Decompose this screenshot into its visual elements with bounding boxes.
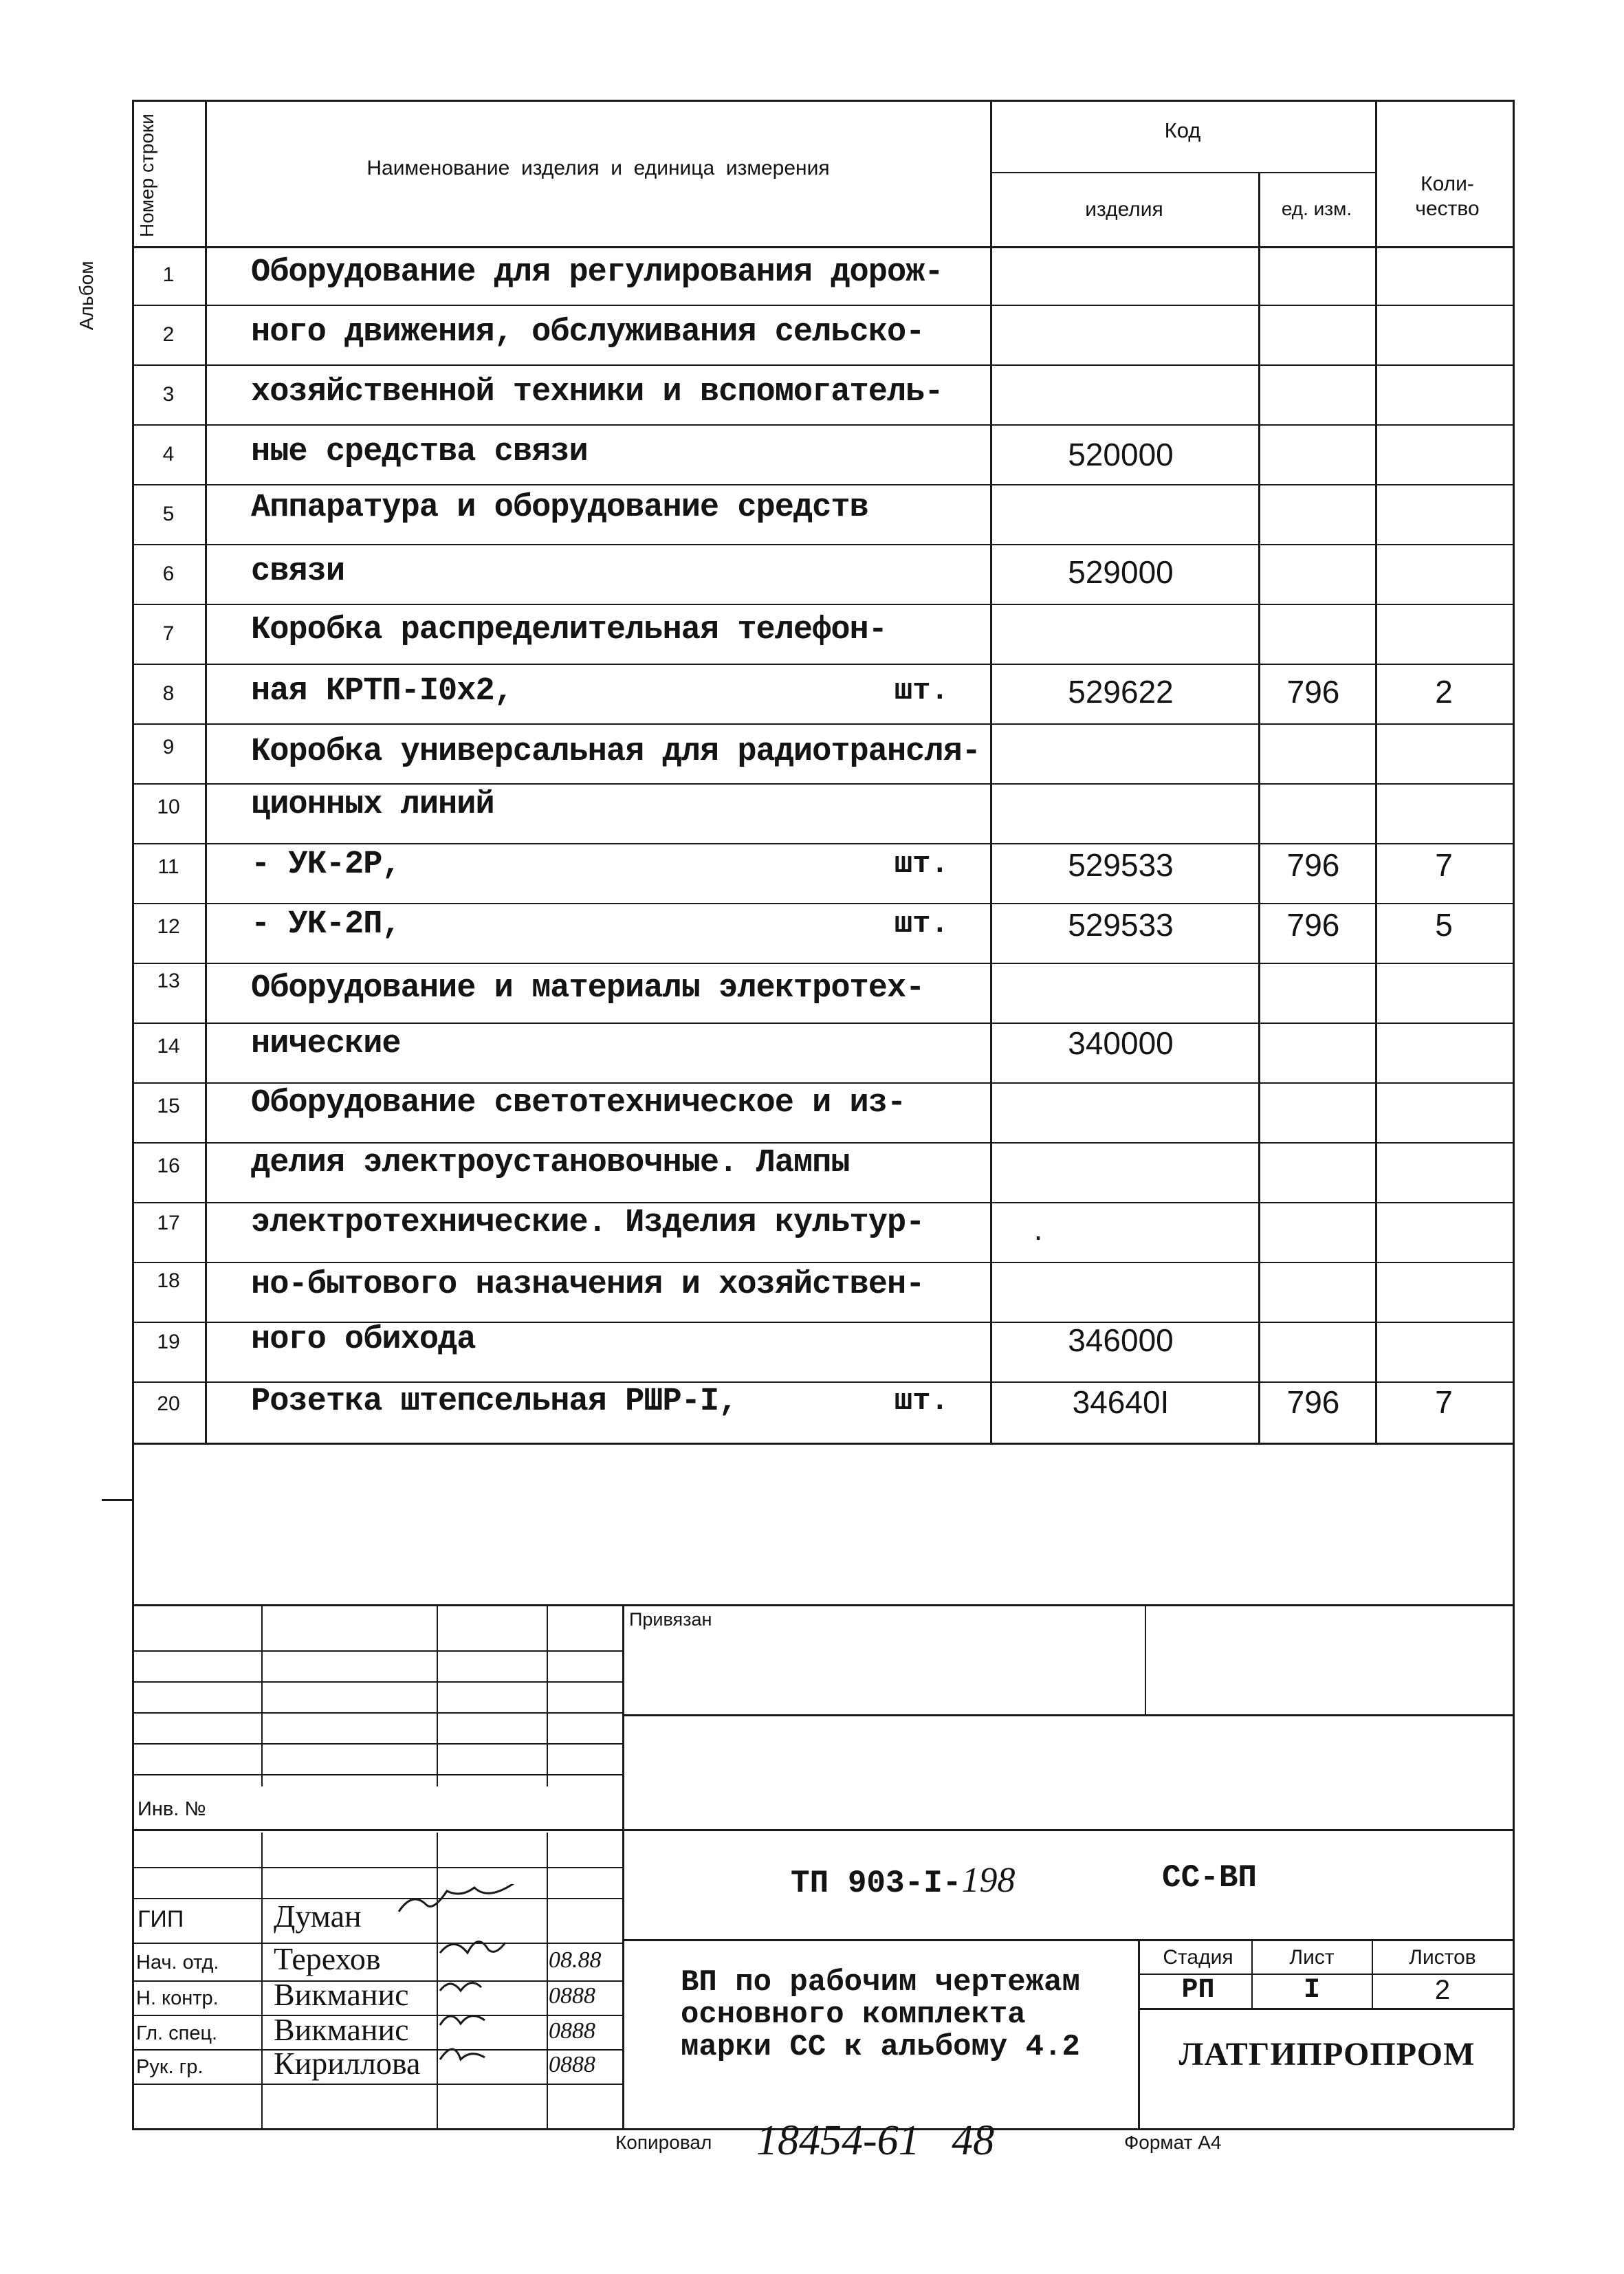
row-number: 10 xyxy=(157,796,180,818)
row-text: ционных линий xyxy=(251,787,494,823)
row-number: 18 xyxy=(157,1269,180,1292)
row-unit: шт. xyxy=(894,1384,949,1419)
row-text: делия электроустановочные. Лампы xyxy=(251,1145,850,1181)
row-text: ного обихода xyxy=(251,1322,476,1358)
row-code: 520000 xyxy=(1068,437,1174,472)
row-number: 20 xyxy=(157,1392,180,1415)
document-title-line-1: ВП по рабочим чертежам xyxy=(681,1965,1080,2000)
row-text: Оборудование для регулирования дорож- xyxy=(251,254,943,291)
role-norm-control: Н. контр. xyxy=(136,1987,219,2009)
signature-norm-control xyxy=(440,1983,481,1991)
header-quantity: Коли- чество xyxy=(1415,173,1480,220)
header-code-item: изделия xyxy=(1085,198,1163,221)
row-number: 13 xyxy=(157,970,180,992)
row-text: ные средства связи xyxy=(251,434,588,470)
row-qty: 7 xyxy=(1435,847,1453,883)
row-text: Коробка универсальная для радиотрансля- xyxy=(251,734,980,770)
row-text: хозяйственной техники и вспомогатель- xyxy=(251,374,943,411)
row-number: 19 xyxy=(157,1331,180,1353)
name-group-lead: Кириллова xyxy=(274,2046,421,2081)
row-text: Коробка распределительная телефон- xyxy=(251,612,887,648)
row-number: 8 xyxy=(162,682,175,705)
signature-chief-spec xyxy=(440,2016,485,2025)
role-head-dept: Нач. отд. xyxy=(136,1952,219,1974)
stage-label: Стадия xyxy=(1163,1946,1233,1969)
bound-label: Привязан xyxy=(629,1609,712,1630)
row-code: 529533 xyxy=(1068,907,1174,943)
sheets-label: Листов xyxy=(1409,1946,1476,1969)
role-chief-spec: Гл. спец. xyxy=(136,2022,218,2044)
document-code xyxy=(791,1860,1015,1901)
row-unit: шт. xyxy=(894,907,949,941)
row-number: 2 xyxy=(162,323,175,346)
name-head-dept: Терехов xyxy=(274,1941,381,1976)
row-text: связи xyxy=(251,554,345,590)
row-qty: 7 xyxy=(1435,1384,1453,1420)
row-code: 346000 xyxy=(1068,1322,1174,1358)
role-gip: ГИП xyxy=(138,1906,184,1932)
row-code: 529533 xyxy=(1068,847,1174,883)
row-code: 529622 xyxy=(1068,674,1174,710)
row-number: 9 xyxy=(162,736,175,758)
row-qty: 2 xyxy=(1435,674,1453,710)
row-text: Розетка штепсельная РШР-I, xyxy=(251,1384,738,1420)
signatures-drawing xyxy=(385,1884,619,2090)
row-uom: 796 xyxy=(1286,847,1340,883)
stage-value: РП xyxy=(1181,1975,1215,2006)
row-number: 4 xyxy=(162,443,175,466)
inventory-label: Инв. № xyxy=(138,1798,206,1820)
format-label: Формат А4 xyxy=(1124,2132,1222,2153)
name-gip: Думан xyxy=(274,1899,362,1934)
row-number: 14 xyxy=(157,1035,180,1058)
row-number: 3 xyxy=(162,383,175,406)
document-mark: СС-ВП xyxy=(1162,1860,1258,1896)
signature-group-lead xyxy=(440,2049,485,2059)
row-text: электротехнические. Изделия культур- xyxy=(251,1205,925,1241)
name-chief-spec: Викманис xyxy=(274,2012,409,2047)
row-number: 16 xyxy=(157,1155,180,1177)
row-unit: шт. xyxy=(894,847,949,882)
row-number: 7 xyxy=(162,622,175,645)
organization-name: ЛАТГИПРОПРОМ xyxy=(1178,2036,1475,2073)
document-code-print: ТП 903-I- xyxy=(791,1866,962,1901)
row-text: нические xyxy=(251,1026,401,1062)
header-code-uom: ед. изм. xyxy=(1281,198,1352,219)
row-number: 11 xyxy=(157,855,179,878)
header-name: Наименование изделия и единица измерения xyxy=(366,157,830,179)
row-qty: 5 xyxy=(1435,907,1453,943)
date-head-dept: 08.88 xyxy=(549,1947,602,1973)
role-group-lead: Рук. гр. xyxy=(136,2056,204,2078)
row-number: 6 xyxy=(162,562,175,585)
row-number: 1 xyxy=(162,263,175,286)
sheet-label: Лист xyxy=(1289,1946,1335,1969)
row-uom: 796 xyxy=(1286,674,1340,710)
date-group-lead: 0888 xyxy=(549,2052,595,2077)
document-code-handwritten: 198 xyxy=(961,1861,1016,1900)
row-uom: 796 xyxy=(1286,907,1340,943)
row-number: 17 xyxy=(157,1212,180,1234)
sheets-value: 2 xyxy=(1434,1975,1451,2005)
sheet-value: I xyxy=(1303,1975,1320,2006)
date-norm-control: 0888 xyxy=(549,1983,595,2009)
row-number: 12 xyxy=(157,915,180,938)
document-title-line-3: марки СС к альбому 4.2 xyxy=(681,2030,1080,2064)
row-text: ная КРТП-I0х2, xyxy=(251,673,513,710)
row-text: Аппаратура и оборудование средств xyxy=(251,490,868,526)
row-text: Оборудование и материалы электротех- xyxy=(251,970,925,1007)
row-text: ного движения, обслуживания сельско- xyxy=(251,314,925,351)
header-code: Код xyxy=(1164,118,1201,142)
copied-handwritten: 18454-61 48 xyxy=(756,2117,995,2164)
date-chief-spec: 0888 xyxy=(549,2018,595,2044)
copied-label: Копировал xyxy=(615,2132,712,2153)
row-code: . xyxy=(1033,1211,1043,1247)
row-number: 15 xyxy=(157,1095,180,1117)
row-number: 5 xyxy=(162,503,175,525)
row-unit: шт. xyxy=(894,674,949,708)
row-code: 340000 xyxy=(1068,1025,1174,1061)
row-code: 529000 xyxy=(1068,554,1174,590)
signature-gip xyxy=(399,1884,516,1912)
name-norm-control: Викманис xyxy=(274,1977,409,2012)
row-code: 34640I xyxy=(1072,1384,1170,1420)
album-side-label: Альбом xyxy=(76,261,97,330)
row-uom: 796 xyxy=(1286,1384,1340,1420)
document-title-line-2: основного комплекта xyxy=(681,1998,1026,2032)
row-text: Оборудование светотехническое и из- xyxy=(251,1085,906,1122)
row-text: но-бытового назначения и хозяйствен- xyxy=(251,1267,925,1303)
header-row-number: Номер строки xyxy=(136,113,157,237)
row-text: - УК-2Р, xyxy=(251,846,401,883)
row-text: - УК-2П, xyxy=(251,906,401,943)
signature-head-dept xyxy=(440,1942,505,1953)
